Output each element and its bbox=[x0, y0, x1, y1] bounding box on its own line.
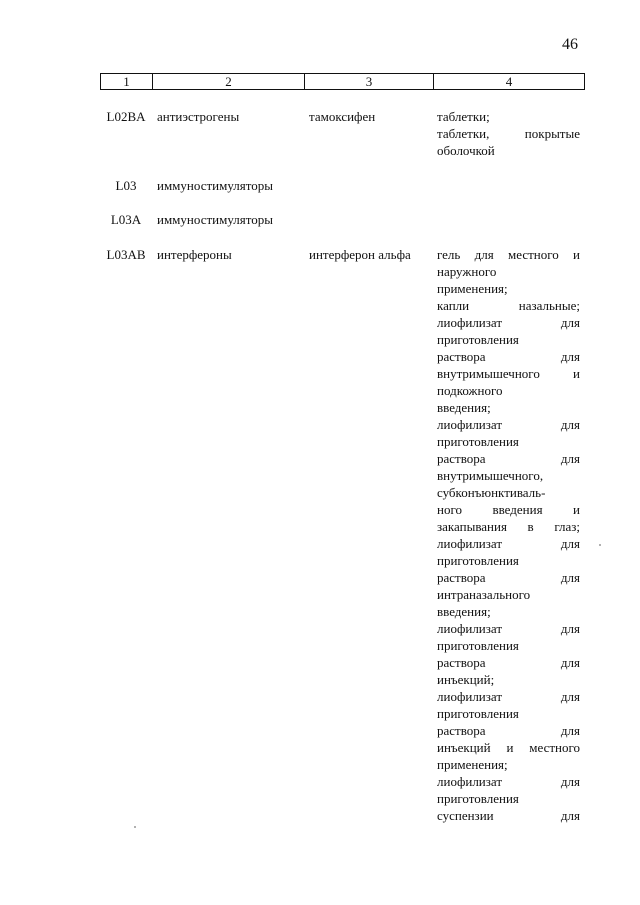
header-col-2: 2 bbox=[153, 74, 305, 89]
group-name: иммуностимуляторы bbox=[157, 212, 273, 227]
dosage-form-line: применения; bbox=[437, 281, 508, 296]
header-col-1: 1 bbox=[101, 74, 153, 89]
dosage-forms bbox=[437, 108, 580, 159]
drug-name: тамоксифен bbox=[309, 109, 376, 124]
dosage-form-line: лиофилизат для bbox=[437, 315, 580, 330]
dosage-form-line: приготовления bbox=[437, 638, 519, 653]
dosage-form-line: лиофилизат для bbox=[437, 774, 580, 789]
dosage-form-line: лиофилизат для bbox=[437, 689, 580, 704]
dosage-form-line: лиофилизат для bbox=[437, 536, 580, 551]
dosage-form-line: капли назальные; bbox=[437, 298, 580, 313]
scan-speck bbox=[599, 544, 601, 546]
dosage-form-line: ного введения и bbox=[437, 502, 580, 517]
scan-speck bbox=[134, 826, 136, 828]
dosage-form-line: наружного bbox=[437, 264, 497, 279]
dosage-form-line: приготовления bbox=[437, 706, 519, 721]
dosage-form-line: закапывания в глаз; bbox=[437, 519, 580, 534]
header-col-3: 3 bbox=[305, 74, 434, 89]
drug-name: интерферон альфа bbox=[309, 247, 411, 262]
dosage-form-line: инъекций; bbox=[437, 672, 495, 687]
dosage-form-line: приготовления bbox=[437, 434, 519, 449]
atc-code: L03A bbox=[110, 212, 142, 227]
dosage-form-line: приготовления bbox=[437, 553, 519, 568]
atc-code: L03AB bbox=[106, 247, 146, 262]
group-name: антиэстрогены bbox=[157, 109, 240, 124]
dosage-form-line: раствора для bbox=[437, 570, 580, 585]
dosage-form-line: приготовления bbox=[437, 332, 519, 347]
dosage-form-line: подкожного bbox=[437, 383, 503, 398]
dosage-form-line: суспензии для bbox=[437, 808, 580, 823]
page-number: 46 bbox=[562, 36, 578, 53]
dosage-form-line: гель для местного и bbox=[437, 247, 580, 262]
dosage-form-line: таблетки, покрытые bbox=[437, 126, 580, 141]
group-name: иммуностимуляторы bbox=[157, 178, 273, 193]
group-name: интерфероны bbox=[157, 247, 232, 262]
dosage-form-line: введения; bbox=[437, 604, 491, 619]
dosage-form-line: внутримышечного, bbox=[437, 468, 544, 483]
dosage-form-line: введения; bbox=[437, 400, 491, 415]
dosage-form-line: раствора для bbox=[437, 655, 580, 670]
atc-code: L02BA bbox=[106, 109, 146, 124]
dosage-form-line: раствора для bbox=[437, 451, 580, 466]
dosage-form-line: таблетки; bbox=[437, 109, 490, 124]
dosage-form-line: раствора для bbox=[437, 349, 580, 364]
dosage-form-line: субконъюнктиваль- bbox=[437, 485, 546, 500]
dosage-forms bbox=[437, 246, 580, 824]
table-header bbox=[100, 73, 585, 90]
dosage-form-line: лиофилизат для bbox=[437, 621, 580, 636]
dosage-form-line: применения; bbox=[437, 757, 508, 772]
dosage-form-line: лиофилизат для bbox=[437, 417, 580, 432]
dosage-form-line: раствора для bbox=[437, 723, 580, 738]
dosage-form-line: приготовления bbox=[437, 791, 519, 806]
dosage-form-line: интраназального bbox=[437, 587, 531, 602]
dosage-form-line: инъекций и местного bbox=[437, 740, 580, 755]
dosage-form-line: внутримышечного и bbox=[437, 366, 580, 381]
atc-code: L03 bbox=[115, 178, 137, 193]
header-col-4: 4 bbox=[505, 74, 513, 89]
dosage-form-line: оболочкой bbox=[437, 143, 495, 158]
